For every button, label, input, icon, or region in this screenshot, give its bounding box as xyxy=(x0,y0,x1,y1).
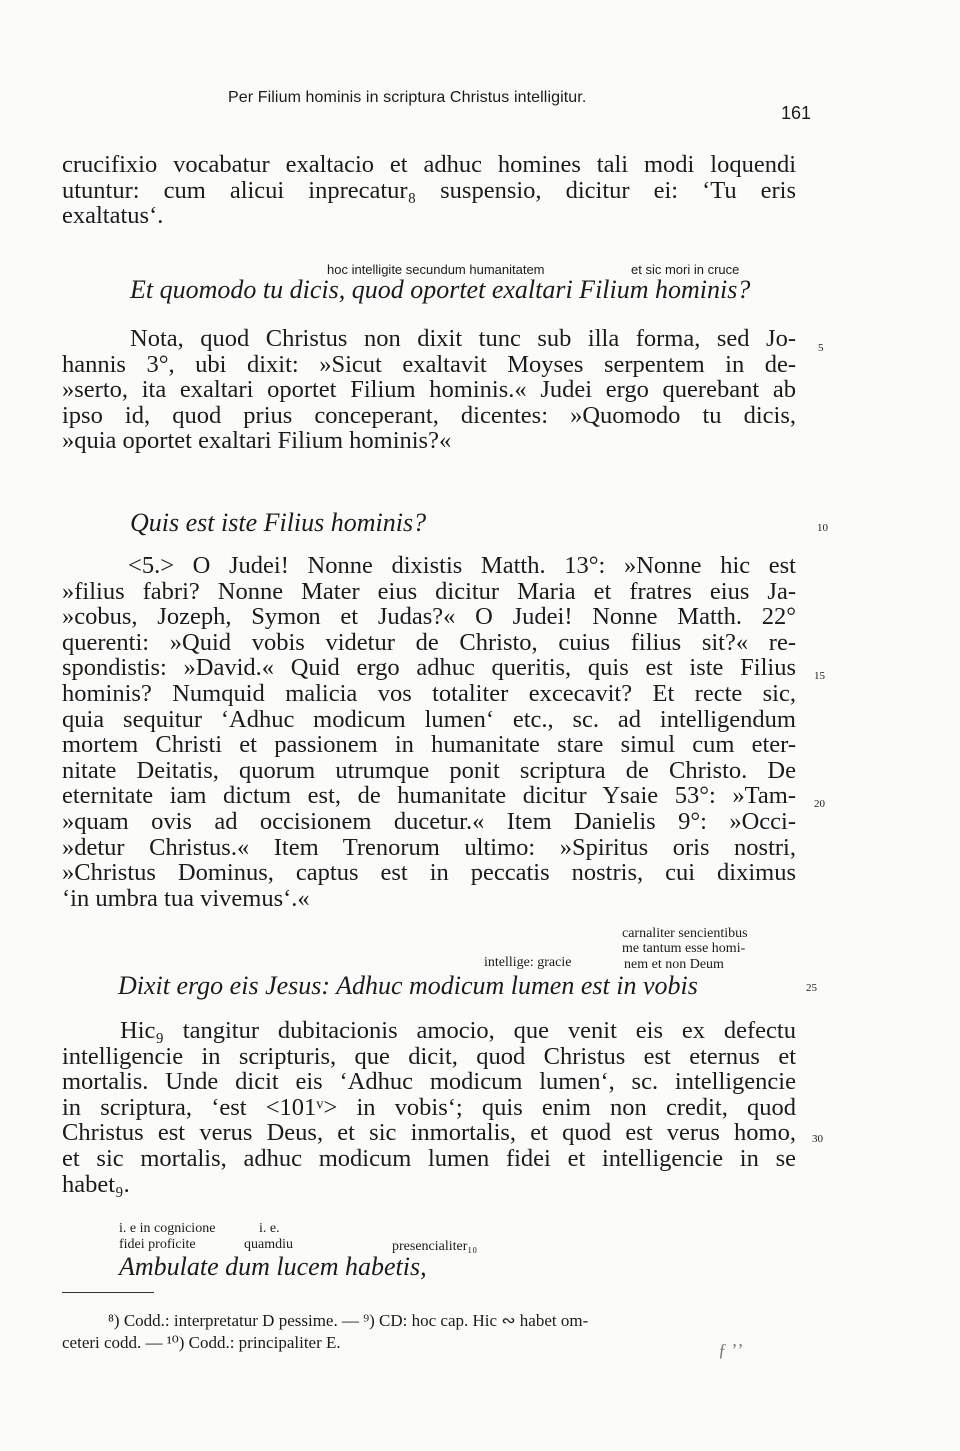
interlinear-gloss: nem et non Deum xyxy=(624,957,724,972)
text-line: mortalis. Unde dicit eis ‘Adhuc modicum lumen‘, sc. intelligencie xyxy=(62,1068,796,1096)
text-line: Hic₉ tangitur dubitacionis amocio, que venit eis ex defectu xyxy=(120,1017,796,1044)
text-line: <5.> O Judei! Nonne dixistis Matth. 13°: »Nonne hic est xyxy=(128,552,796,579)
paragraph-1 xyxy=(62,152,796,229)
interlinear-gloss: fidei proficite xyxy=(119,1237,196,1252)
text-line: quia sequitur ‘Adhuc modicum lumen‘ etc., sc. ad intelligendum xyxy=(62,705,796,733)
text-line: intelligencie in scripturis, que dicit, quod Christus est eternus et xyxy=(62,1042,796,1070)
text-line: ipso id, quod prius conceperant, dicentes: »Quomodo tu dicis, xyxy=(62,401,796,429)
page-number: 161 xyxy=(781,103,812,123)
text-line: »quam ovis ad occisionem ducetur.« Item Danielis 9°: »Occi- xyxy=(62,807,796,835)
interlinear-gloss: et sic mori in cruce xyxy=(631,262,740,277)
lemma-quote: Et quomodo tu dicis, quod oportet exaltari Filium hominis? xyxy=(130,275,751,304)
lemma-quote: Quis est iste Filius hominis? xyxy=(130,508,427,537)
interlinear-gloss: carnaliter sencientibus xyxy=(622,926,748,941)
text-line: spondistis: »David.« Quid ergo adhuc queritis, quis est iste Filius xyxy=(62,654,796,682)
running-title: Per Filium hominis in scriptura Christus intelligitur. xyxy=(228,89,587,106)
text-line: »filius fabri? Nonne Mater eius dicitur Maria et fratres eius Ja- xyxy=(62,577,796,605)
text-line: exaltatus‘. xyxy=(62,202,164,230)
text-line: et sic mortalis, adhuc modicum lumen fidei et intelligencie in se xyxy=(62,1144,796,1172)
stray-mark: ƒ ʼ’ xyxy=(718,1340,744,1360)
text-line: »serto, ita exaltari oportet Filium hominis.« Judei ergo querebant ab xyxy=(62,376,796,404)
text-line: eternitate iam dictum est, de humanitate dicitur Ysaie 53°: »Tam- xyxy=(62,782,796,810)
interlinear-gloss: i. e in cognicione xyxy=(119,1221,216,1236)
paragraph-3 xyxy=(62,553,796,911)
text-line: crucifixio vocabatur exaltacio et adhuc homines tali modi loquendi xyxy=(62,151,796,178)
text-line: habet₉. xyxy=(62,1170,130,1198)
text-line: »cobus, Jozeph, Symon et Judas?« O Judei! Nonne Matth. 22° xyxy=(62,603,796,631)
lemma-quote: Ambulate dum lucem habetis, xyxy=(119,1252,427,1281)
text-line: nitate Deitatis, quorum utrumque ponit scriptura de Christo. De xyxy=(62,756,796,784)
text-line: mortem Christi et passionem in humanitate stare simul cum eter- xyxy=(62,731,796,759)
interlinear-gloss: me tantum esse homi- xyxy=(622,941,746,956)
text-line: »Christus Dominus, captus est in peccatis nostris, cui diximus xyxy=(62,859,796,887)
line-number: 5 xyxy=(818,342,824,354)
text-line: ‘in umbra tua vivemus‘.« xyxy=(62,884,310,912)
interlinear-gloss: intellige: gracie xyxy=(484,955,572,970)
line-number: 10 xyxy=(817,522,828,534)
paragraph-2 xyxy=(62,326,796,454)
footnote-line: ⁸) Codd.: interpretatur D pessime. — ⁹) CD: hoc cap. Hic ∾ habet om- xyxy=(108,1311,589,1330)
text-line: in scriptura, ‘est <101ᵛ> in vobis‘; quis enim non credit, quod xyxy=(62,1093,796,1121)
lemma-quote: Dixit ergo eis Jesus: Adhuc modicum lumen est in vobis xyxy=(118,971,698,1000)
footnote-rule xyxy=(62,1292,154,1293)
text-line: Christus est verus Deus, et sic inmortalis, et quod est verus homo, xyxy=(62,1119,796,1147)
text-line: hannis 3°, ubi dixit: »Sicut exaltavit Moyses serpentem in de- xyxy=(62,350,796,378)
interlinear-gloss: i. e. xyxy=(259,1221,280,1236)
line-number: 25 xyxy=(806,982,817,994)
interlinear-gloss: presencialiter₁₀ xyxy=(392,1239,478,1254)
paragraph-4 xyxy=(62,1018,796,1197)
text-line: hominis? Numquid malicia vos totaliter excecavit? Et recte sic, xyxy=(62,679,796,707)
interlinear-gloss: hoc intelligite secundum humanitatem xyxy=(327,262,545,277)
line-number: 30 xyxy=(812,1133,823,1145)
footnote-line: ceteri codd. — ¹⁰) Codd.: principaliter E. xyxy=(62,1333,341,1352)
interlinear-gloss: quamdiu xyxy=(244,1237,293,1252)
text-line: utuntur: cum alicui inprecatur₈ suspensio, dicitur ei: ‘Tu eris xyxy=(62,176,796,204)
text-line: querenti: »Quid vobis videtur de Christo, cuius filius sit?« re- xyxy=(62,628,796,656)
line-number: 15 xyxy=(814,670,825,682)
text-line: »detur Christus.« Item Trenorum ultimo: »Spiritus oris nostri, xyxy=(62,833,796,861)
text-line: Nota, quod Christus non dixit tunc sub illa forma, sed Jo- xyxy=(130,325,796,352)
line-number: 20 xyxy=(814,798,825,810)
text-line: »quia oportet exaltari Filium hominis?« xyxy=(62,427,452,455)
